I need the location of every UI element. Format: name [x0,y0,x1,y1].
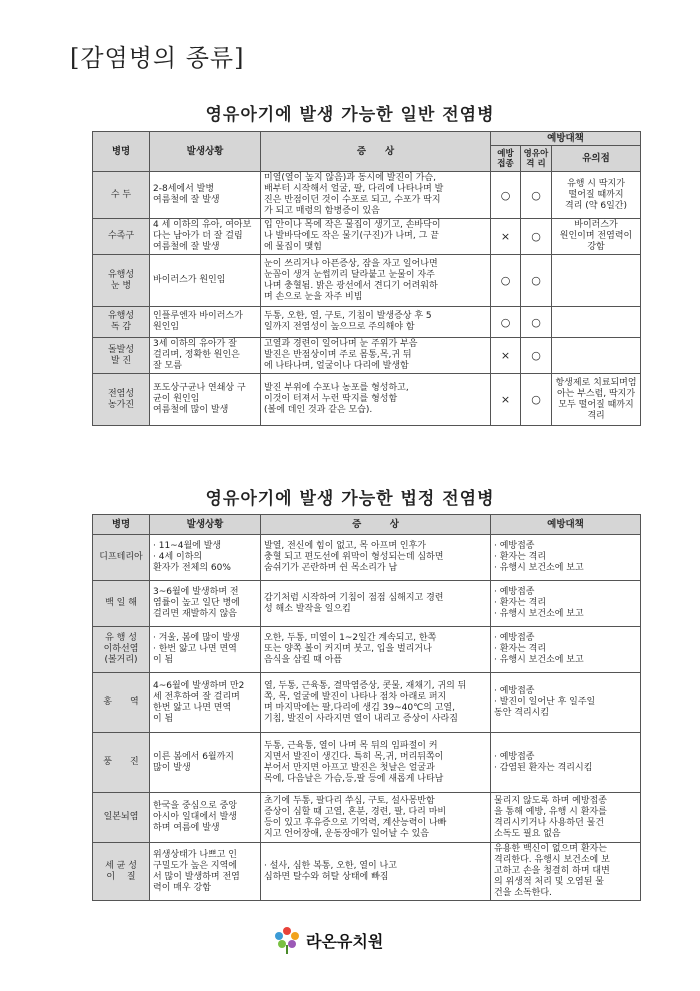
vaccination-mark: × [491,374,521,426]
symptoms-cell: 감기처럼 시작하여 기침이 점점 심해지고 경련 성 해소 발작을 일으킴 [261,581,491,627]
table-row [93,793,641,843]
isolation-mark: ○ [521,307,552,338]
situation-cell: 바이러스가 원인임 [150,255,261,307]
symptoms-cell: 두통, 근육통, 열이 나며 목 뒤의 임파절이 커 지면서 발진이 생긴다. 특히 목,귀, 머리뒤쪽이 부어서 만지면 아프고 발진은 첫날은 얼굴과 목에, 다음날은 가슴,등,팔 등에 새롭게 나타남 [261,733,491,793]
table-row [93,627,641,673]
isolation-mark: ○ [521,374,552,426]
vaccination-mark: × [491,219,521,255]
situation-cell: 위생상태가 나쁘고 인 구밀도가 높은 지역에 서 많이 발생하며 전염 력이 매우 강함 [150,843,261,901]
isolation-mark: ○ [521,219,552,255]
page-title: [감염병의 종류] [70,44,245,72]
header-situation: 발생상황 [150,515,261,535]
symptoms-cell: 열, 두통, 근육통, 결막염증상, 콧물, 재채기, 귀의 뒤 쪽, 목, 얼굴에 발진이 나타나 점차 아래로 퍼지 며 마지막에는 팔,다리에 생김 39~40℃의 고열, 기침, 발진이 사라지면 열이 내리고 증상이 사라짐 [261,673,491,733]
notes-cell: 유행 시 딱지가 떨어질 때까지 격리 (약 6일간) [552,172,641,219]
header-vaccination: 예방 접종 [491,146,521,172]
prevention-cell: · 예방접종 · 환자는 격리 · 유행시 보건소에 보고 [491,535,641,581]
situation-cell: 3세 이하의 유아가 잘 걸리며, 정확한 원인은 잘 모름 [150,338,261,374]
table-row [93,673,641,733]
table-row [93,172,641,219]
situation-cell: 4 세 이하의 유아, 여아보 다는 남아가 더 잘 걸림 여름철에 잘 발생 [150,219,261,255]
prevention-cell: 유용한 백신이 없으며 환자는 격리한다. 유행시 보건소에 보 고하고 손을 청결히 하며 대변 의 위생적 처리 및 오염된 물 건을 소독한다. [491,843,641,901]
situation-cell: 3~6월에 발생하며 전 염률이 높고 일단 병에 걸리면 재발하지 않음 [150,581,261,627]
symptoms-cell: 미열(열이 높지 않음)과 동시에 발진이 가슴, 배부터 시작해서 얼굴, 팔, 다리에 나타나며 발 진은 반점이던 것이 수포로 되고, 수포가 딱지 가 되고 매령의 함병증이 있음 [261,172,491,219]
header-notes: 유의점 [552,146,641,172]
symptoms-cell: 발열, 전신에 힘이 없고, 목 아프며 인후가 충혈 되고 편도선에 위막이 형성되는데 심하면 숨쉬기가 곤란하며 쉰 목소리가 남 [261,535,491,581]
header-prevention: 예방대책 [491,132,641,146]
notes-cell: 항생제로 치료되며엄 아는 부스럼, 딱지가 모두 떨어질 때까지 격리 [552,374,641,426]
table-row [93,843,641,901]
notes-cell [552,338,641,374]
situation-cell: 인플루엔자 바이러스가 원인임 [150,307,261,338]
vaccination-mark: × [491,338,521,374]
symptoms-cell: 고열과 경련이 일어나며 눈 주위가 부음 발진은 반점상이며 주로 몸통,목,귀 뒤 에 나타나며, 얼굴이나 다리에 발생함 [261,338,491,374]
header-disease: 병명 [93,515,150,535]
kindergarten-logo [272,925,383,955]
symptoms-cell: 초기에 두통, 팔다리 쑤심, 구토, 설사몽반함 증상이 심할 때 고열, 혼분, 경련, 팔, 다리 마비 등이 있고 후유증으로 기억력, 계산능력이 나빠 지고 언어장애, 운동장애가 일어날 수 있음 [261,793,491,843]
prevention-cell: · 예방접종 · 감염된 환자는 격리시킴 [491,733,641,793]
disease-name: 전염성 농가진 [93,374,150,426]
symptoms-cell: 오한, 두통, 미열이 1~2일간 계속되고, 한쪽 또는 양쪽 볼이 커지며 붓고, 입을 벌리거나 음식을 삼킬 때 아픔 [261,627,491,673]
vaccination-mark: ○ [491,307,521,338]
situation-cell: · 겨울, 봄에 많이 발생 · 한번 앓고 나면 면역 이 됨 [150,627,261,673]
disease-name: 백 일 해 [93,581,150,627]
notes-cell [552,255,641,307]
situation-cell: 4~6월에 발생하며 만2 세 전후하여 잘 걸리며 한번 앓고 나면 면역 이 됨 [150,673,261,733]
header-symptoms: 증 상 [261,132,491,172]
legal-diseases-table [92,514,641,901]
situation-cell: 한국을 중심으로 중앙 아시아 일대에서 발생 하며 여름에 발생 [150,793,261,843]
disease-name: 수족구 [93,219,150,255]
situation-cell: · 11~4월에 발생 · 4세 이하의 환자가 전체의 60% [150,535,261,581]
disease-name: 디프테리아 [93,535,150,581]
header-isolation: 영유아 격 리 [521,146,552,172]
symptoms-cell: 두통, 오한, 열, 구토, 기침이 발생증상 후 5 일까지 전염성이 높으므로 주의해야 함 [261,307,491,338]
header-prevention: 예방대책 [491,515,641,535]
table-row [93,307,641,338]
header-situation: 발생상황 [150,132,261,172]
symptoms-cell: 발진 부위에 수포나 농포를 형성하고, 이것이 터져서 누런 딱지를 형성함 (볼에 데인 것과 같은 모습). [261,374,491,426]
isolation-mark: ○ [521,255,552,307]
isolation-mark: ○ [521,172,552,219]
symptoms-cell: 입 안이나 목에 작은 물집이 생기고, 손바닥이 나 발바닥에도 작은 물기(구진)가 나며, 그 끝 에 물집이 맺힘 [261,219,491,255]
disease-name: 돌발성 발 진 [93,338,150,374]
table-row [93,733,641,793]
prevention-cell: · 예방접종 · 환자는 격리 · 유행시 보건소에 보고 [491,581,641,627]
disease-name: 유행성 독 감 [93,307,150,338]
general-diseases-table [92,131,641,426]
notes-cell [552,307,641,338]
section1-title: 영유아기에 발생 가능한 일반 전염병 [205,105,495,125]
notes-cell: 바이러스가 원인이며 전염력이 강함 [552,219,641,255]
symptoms-cell: 눈이 쓰리거나 아픈증상, 잠을 자고 일어나면 눈꼽이 생겨 눈썹끼리 달라붙고 눈물이 자주 나며 충혈됨. 밝은 광선에서 견디기 어려워하 며 손으로 눈을 자주 비빔 [261,255,491,307]
prevention-cell: · 예방접종 · 발진이 일어난 후 일주일 동안 격리시킴 [491,673,641,733]
disease-name: 수 두 [93,172,150,219]
disease-name: 홍 역 [93,673,150,733]
vaccination-mark: ○ [491,255,521,307]
situation-cell: 2-8세에서 발병 여름철에 잘 발생 [150,172,261,219]
table-row [93,219,641,255]
situation-cell: 이른 봄에서 6월까지 많이 발생 [150,733,261,793]
disease-name: 세 균 성 이 질 [93,843,150,901]
disease-name: 일본뇌염 [93,793,150,843]
disease-name: 풍 진 [93,733,150,793]
table-row [93,374,641,426]
table-row [93,535,641,581]
disease-name: 유행성 눈 병 [93,255,150,307]
section2-title: 영유아기에 발생 가능한 법정 전염병 [205,489,495,509]
header-symptoms: 증 상 [261,515,491,535]
vaccination-mark: ○ [491,172,521,219]
kindergarten-name: 라온유치원 [306,931,384,951]
symptoms-cell: · 설사, 심한 복통, 오한, 열이 나고 심하면 탈수와 허탈 상태에 빠짐 [261,843,491,901]
isolation-mark: ○ [521,338,552,374]
prevention-cell: · 예방접종 · 환자는 격리 · 유행시 보건소에 보고 [491,627,641,673]
table-row [93,581,641,627]
prevention-cell: 물리지 않도록 하며 예방접종 을 통해 예방, 유행 시 환자를 격리시키거나 사용하던 물건 소독도 필요 없음 [491,793,641,843]
situation-cell: 포도상구균나 연쇄상 구 균이 원인임 여름철에 많이 발생 [150,374,261,426]
table-row [93,338,641,374]
header-disease: 병명 [93,132,150,172]
flower-logo-icon [272,925,302,955]
disease-name: 유 행 성 이하선염 (볼거리) [93,627,150,673]
table-row [93,255,641,307]
